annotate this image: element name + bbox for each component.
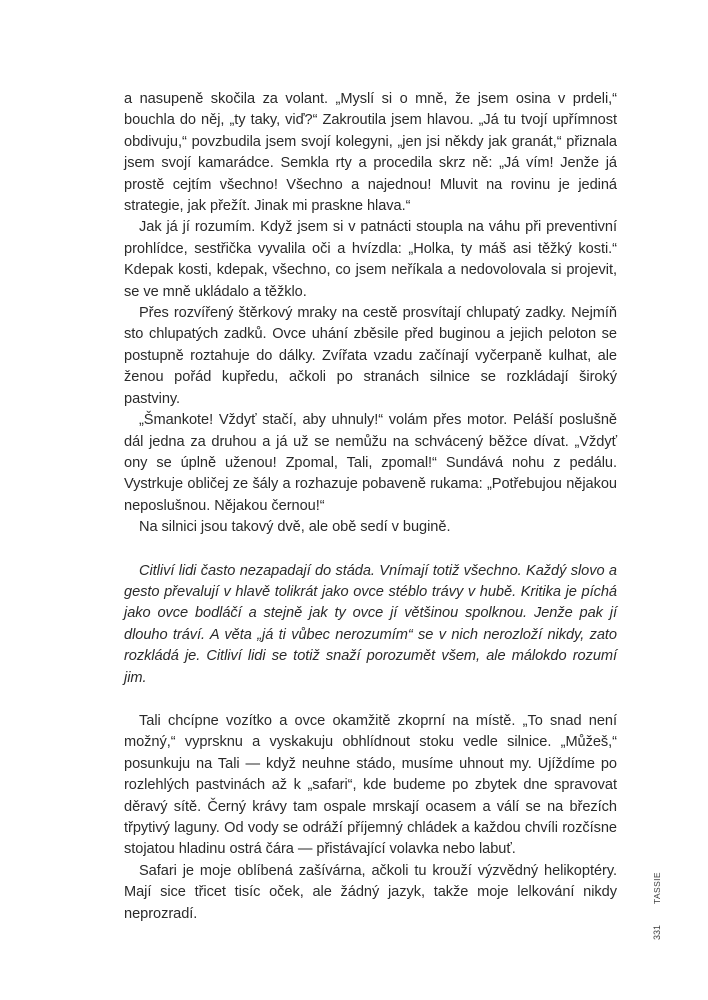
running-title: TASSIE — [652, 871, 662, 904]
paragraph-3: Přes rozvířený štěrkový mraky na cestě prosvítají chlupatý zadky. Nejmíň sto chlupatých zadků. Ovce uhání zběsile před buginou a jejich peloton se postupně roztahuje do dálky. Zvířata vzadu začínají vyčerpaně kulhat, ale ženou pořád kupředu, ačkoli po stranách silnice se rozkládají široký pastviny. — [124, 305, 617, 407]
paragraph-7: Tali chcípne vozítko a ovce okamžitě zkoprní na místě. „To snad není možný,“ vyprsknu a vyskakuju obhlídnout stoku vedle silnice. „Můžeš,“ posunkuju na Tali — když neuhne stádo, musíme uhnout my. Ujíždíme po rozlehlých pastvinách až k „safari“, kde budeme po zbytek dne spravovat děravý sítě. Černý krávy tam ospale mrskají ocasem a válí se na březích třpytivý laguny. Od vody se odráží příjemný chládek a každou chvíli rozčísne stojatou hladinu ostrá čára — přistávající volavka nebo labuť. — [124, 712, 617, 858]
body-text — [124, 89, 617, 925]
page-number: 331 — [652, 924, 662, 940]
paragraph-5: Na silnici jsou takový dvě, ale obě sedí v bugině. — [139, 519, 451, 536]
section-break — [124, 539, 617, 561]
paragraph-4: „Šmankote! Vždyť stačí, aby uhnuly!“ volám přes motor. Peláší poslušně dál jedna za druhou a já už se nemůžu na schvácený běžce dívat. „Vždyť ony se úplně uženou! Zpomal, Tali, zpomal!“ Sundává nohu z pedálu. Vystrkuje obličej ze šály a rozhazuje pobaveně rukama: „Potřebujou nějakou neposlušnou. Nějakou černou!“ — [124, 412, 617, 514]
section-break — [124, 689, 617, 711]
paragraph-8: Safari je moje oblíbená zašívárna, ačkoli tu krouží výzvědný helikoptéry. Mají sice třicet tisíc oček, ale žádný jazyk, takže moje lelkování nikdy neprozradí. — [124, 862, 617, 922]
paragraph-2: Jak já jí rozumím. Když jsem si v patnácti stoupla na váhu při preventivní prohlídce, sestřička vyvalila oči a hvízdla: „Holka, ty máš asi těžký kosti.“ Kdepak kosti, kdepak, všechno, co jsem neříkala a nedovolovala si projevit, se ve mně ukládalo a těžklo. — [124, 219, 617, 300]
paragraph-1: a nasupeně skočila za volant. „Myslí si o mně, že jsem osina v prdeli,“ bouchla do něj, „ty taky, viď?“ Zakroutila jsem hlavou. „Já tu tvojí upřímnost obdivuju,“ povzbudila jsem svojí kolegyni, „jen jsi někdy jak granát,“ přiznala jsem svojí kamarádce. Semkla rty a procedila skrz ně: „Já vím! Jenže já prostě cejtím všechno! Všechno a najednou! Mluvit na rovinu je jediná strategie, jak přežít. Jinak mi praskne hlava.“ — [124, 91, 617, 215]
italic-reflection-paragraph: Citliví lidi často nezapadají do stáda. Vnímají totiž všechno. Každý slovo a gesto převalují v hlavě tolikrát jako ovce stéblo trávy v hubě. Kritika je píchá jako ovce bodláčí a stejně jak ty ovce jí většinou spolknou. Jenže pak jí dlouho tráví. A věta „já ti vůbec nerozumím“ se v nich nerozloží nikdy, zato rozkládá je. Citliví lidi se totiž snaží porozumět všem, ale málokdo rozumí jim. — [124, 562, 617, 686]
